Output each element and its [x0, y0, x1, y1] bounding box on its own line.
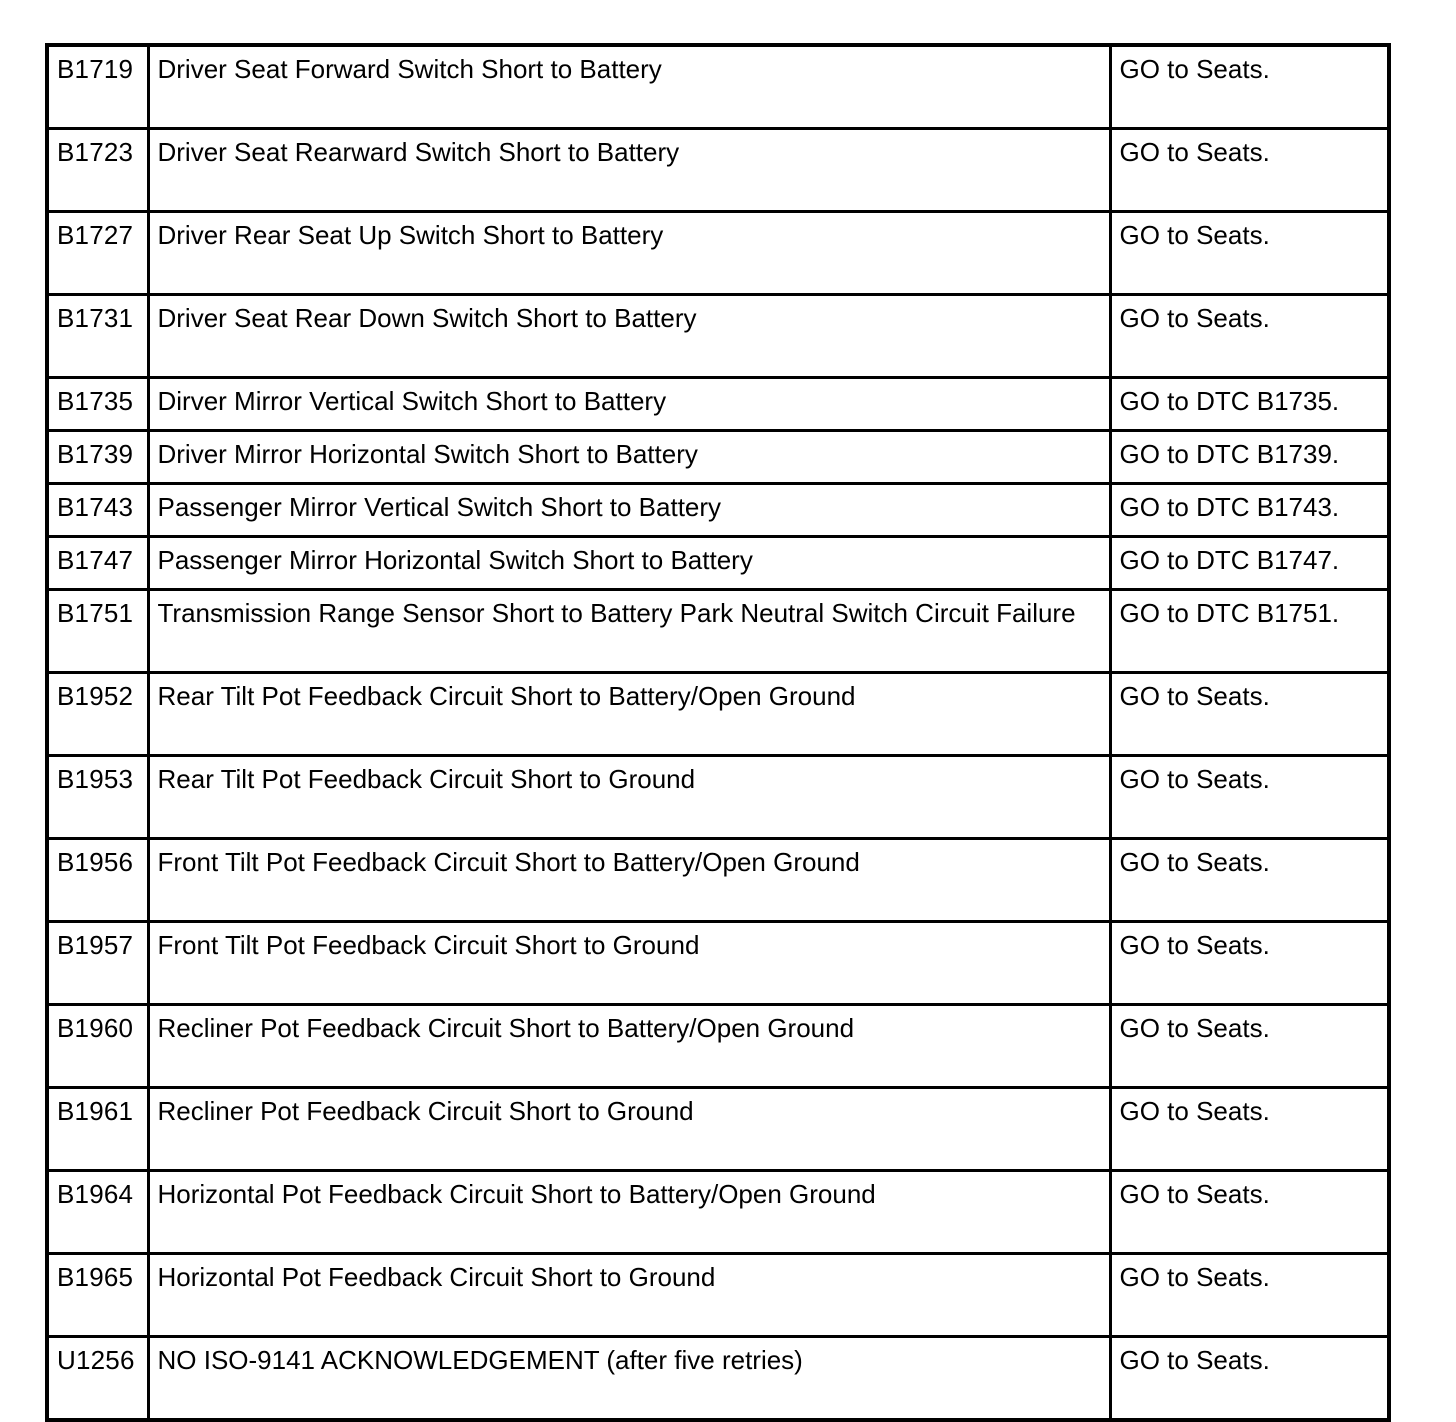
table-row: [47, 673, 1389, 756]
dtc-code: B1960: [47, 1005, 148, 1088]
dtc-code: B1735: [47, 378, 148, 431]
dtc-code: B1956: [47, 839, 148, 922]
dtc-action: GO to Seats.: [1110, 129, 1389, 212]
dtc-action: GO to DTC B1743.: [1110, 484, 1389, 537]
dtc-table-body: [47, 45, 1389, 1420]
dtc-action: GO to Seats.: [1110, 1171, 1389, 1254]
dtc-action: GO to Seats.: [1110, 922, 1389, 1005]
table-row: [47, 212, 1389, 295]
table-row: [47, 1005, 1389, 1088]
dtc-code: B1739: [47, 431, 148, 484]
dtc-code: B1719: [47, 45, 148, 129]
dtc-description: Recliner Pot Feedback Circuit Short to Ground: [148, 1088, 1110, 1171]
dtc-code: B1965: [47, 1254, 148, 1337]
table-row: [47, 756, 1389, 839]
dtc-code: B1723: [47, 129, 148, 212]
table-row: [47, 839, 1389, 922]
dtc-code: B1731: [47, 295, 148, 378]
table-row: [47, 295, 1389, 378]
table-row: [47, 129, 1389, 212]
table-row: [47, 1337, 1389, 1421]
table-row: [47, 922, 1389, 1005]
dtc-code: B1964: [47, 1171, 148, 1254]
dtc-action: GO to Seats.: [1110, 1088, 1389, 1171]
table-row: [47, 1088, 1389, 1171]
dtc-table: [45, 43, 1391, 1422]
dtc-description: Dirver Mirror Vertical Switch Short to Battery: [148, 378, 1110, 431]
dtc-description: Passenger Mirror Horizontal Switch Short to Battery: [148, 537, 1110, 590]
dtc-description: Passenger Mirror Vertical Switch Short to Battery: [148, 484, 1110, 537]
dtc-description: NO ISO-9141 ACKNOWLEDGEMENT (after five retries): [148, 1337, 1110, 1421]
dtc-action: GO to Seats.: [1110, 1005, 1389, 1088]
dtc-code: U1256: [47, 1337, 148, 1421]
dtc-description: Horizontal Pot Feedback Circuit Short to Battery/Open Ground: [148, 1171, 1110, 1254]
dtc-description: Transmission Range Sensor Short to Battery Park Neutral Switch Circuit Failure: [148, 590, 1110, 673]
dtc-action: GO to DTC B1751.: [1110, 590, 1389, 673]
table-row: [47, 378, 1389, 431]
dtc-action: GO to Seats.: [1110, 45, 1389, 129]
dtc-code: B1957: [47, 922, 148, 1005]
table-row: [47, 1171, 1389, 1254]
dtc-description: Driver Rear Seat Up Switch Short to Battery: [148, 212, 1110, 295]
table-row: [47, 1254, 1389, 1337]
dtc-action: GO to Seats.: [1110, 212, 1389, 295]
dtc-action: GO to Seats.: [1110, 295, 1389, 378]
dtc-description: Horizontal Pot Feedback Circuit Short to Ground: [148, 1254, 1110, 1337]
dtc-code: B1747: [47, 537, 148, 590]
dtc-code: B1953: [47, 756, 148, 839]
dtc-action: GO to DTC B1739.: [1110, 431, 1389, 484]
dtc-description: Rear Tilt Pot Feedback Circuit Short to Battery/Open Ground: [148, 673, 1110, 756]
table-row: [47, 590, 1389, 673]
dtc-description: Driver Seat Rear Down Switch Short to Battery: [148, 295, 1110, 378]
dtc-action: GO to Seats.: [1110, 756, 1389, 839]
dtc-description: Driver Seat Rearward Switch Short to Battery: [148, 129, 1110, 212]
dtc-description: Driver Mirror Horizontal Switch Short to Battery: [148, 431, 1110, 484]
dtc-code: B1743: [47, 484, 148, 537]
table-row: [47, 537, 1389, 590]
dtc-action: GO to DTC B1747.: [1110, 537, 1389, 590]
dtc-action: GO to Seats.: [1110, 839, 1389, 922]
dtc-description: Driver Seat Forward Switch Short to Battery: [148, 45, 1110, 129]
dtc-description: Recliner Pot Feedback Circuit Short to Battery/Open Ground: [148, 1005, 1110, 1088]
dtc-description: Front Tilt Pot Feedback Circuit Short to Battery/Open Ground: [148, 839, 1110, 922]
dtc-code: B1751: [47, 590, 148, 673]
dtc-action: GO to DTC B1735.: [1110, 378, 1389, 431]
table-row: [47, 484, 1389, 537]
table-row: [47, 45, 1389, 129]
dtc-action: GO to Seats.: [1110, 1254, 1389, 1337]
dtc-description: Rear Tilt Pot Feedback Circuit Short to Ground: [148, 756, 1110, 839]
dtc-action: GO to Seats.: [1110, 1337, 1389, 1421]
dtc-code: B1961: [47, 1088, 148, 1171]
dtc-description: Front Tilt Pot Feedback Circuit Short to Ground: [148, 922, 1110, 1005]
table-row: [47, 431, 1389, 484]
dtc-code: B1727: [47, 212, 148, 295]
dtc-action: GO to Seats.: [1110, 673, 1389, 756]
dtc-code: B1952: [47, 673, 148, 756]
